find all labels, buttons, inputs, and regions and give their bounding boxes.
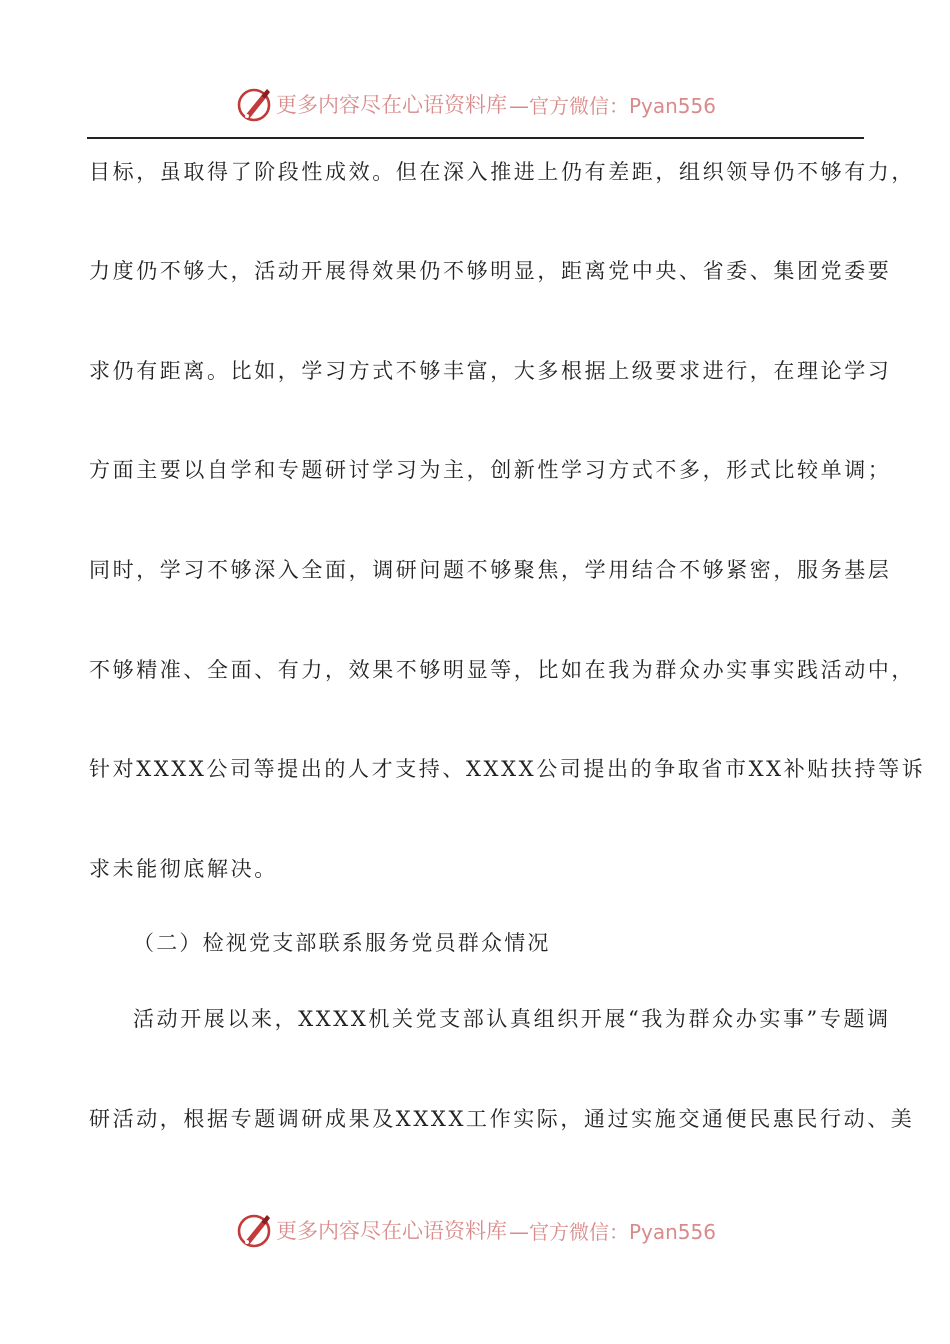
header-watermark-banner (0, 82, 950, 126)
watermark-brand-text: 更多内容尽在心语资料库 (275, 93, 507, 117)
pen-logo-icon (234, 84, 274, 124)
body-line: 力度仍不够大，活动开展得效果仍不够明显，距离党中央、省委、集团党委要 (89, 259, 892, 283)
section-heading: （二）检视党支部联系服务党员群众情况 (133, 931, 551, 955)
body-line: 研活动，根据专题调研成果及XXXX工作实际，通过实施交通便民惠民行动、美 (89, 1107, 915, 1131)
body-line: 不够精准、全面、有力，效果不够明显等，比如在我为群众办实事实践活动中， (89, 658, 915, 682)
body-line: 针对XXXX公司等提出的人才支持、XXXX公司提出的争取省市XX补贴扶持等诉 (89, 757, 926, 781)
footer-watermark-banner (0, 1208, 950, 1252)
watermark-contact-text: —官方微信：Pyan556 (508, 93, 716, 118)
body-line: 求未能彻底解决。 (89, 857, 278, 881)
body-line: 求仍有距离。比如，学习方式不够丰富，大多根据上级要求进行，在理论学习 (89, 359, 892, 383)
body-line: 活动开展以来，XXXX机关党支部认真组织开展“我为群众办实事”专题调 (133, 1007, 891, 1031)
body-line: 目标，虽取得了阶段性成效。但在深入推进上仍有差距，组织领导仍不够有力， (89, 160, 915, 184)
watermark-contact-text: —官方微信：Pyan556 (508, 1219, 716, 1244)
header-divider (87, 137, 864, 139)
watermark-brand-text: 更多内容尽在心语资料库 (275, 1219, 507, 1243)
body-line: 同时，学习不够深入全面，调研问题不够聚焦，学用结合不够紧密，服务基层 (89, 558, 892, 582)
body-line: 方面主要以自学和专题研讨学习为主，创新性学习方式不多，形式比较单调； (89, 458, 892, 482)
pen-logo-icon (234, 1210, 274, 1250)
